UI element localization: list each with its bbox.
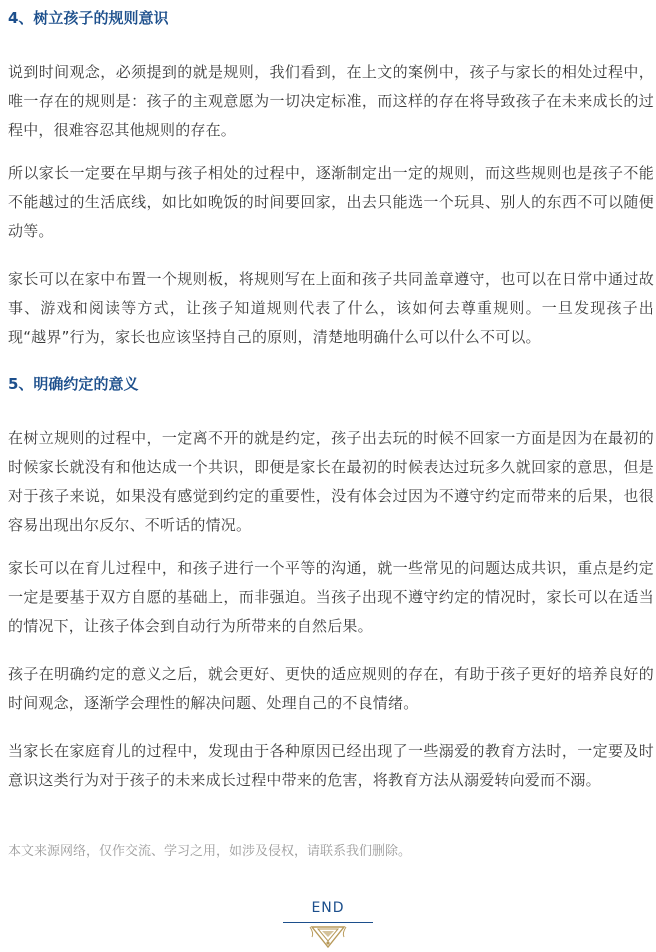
- section-5-paragraph-1: 在树立规则的过程中，一定离不开的就是约定，孩子出去玩的时候不回家一方面是因为在最初的时候家长就没有和他达成一个共识，即便是家长在最初的时候表达过玩多久就回家的意思，但是对于孩子来说，如果没有感觉到约定的重要性，没有体会过因为不遵守约定而带来的后果，也很容易出现出尔反尔、不听话的情况。: [8, 429, 654, 534]
- end-marker: [283, 898, 373, 949]
- section-4-title: 4、树立孩子的规则意识: [8, 9, 169, 27]
- section-5-title: 5、明确约定的意义: [8, 375, 139, 393]
- end-label: END: [311, 900, 345, 916]
- end-divider: [283, 922, 373, 923]
- section-4-paragraph-3: 家长可以在家中布置一个规则板，将规则写在上面和孩子共同盖章遵守，也可以在日常中通过故事、游戏和阅读等方式，让孩子知道规则代表了什么，该如何去尊重规则。一旦发现孩子出现“越界”行为，家长也应该坚持自己的原则，清楚地明确什么可以什么不可以。: [8, 270, 654, 346]
- section-5-paragraph-3: 孩子在明确约定的意义之后，就会更好、更快的适应规则的存在，有助于孩子更好的培养良好的时间观念，逐渐学会理性的解决问题、处理自己的不良情绪。: [8, 665, 654, 712]
- section-5-paragraph-2: 家长可以在育儿过程中，和孩子进行一个平等的沟通，就一些常见的问题达成共识，重点是约定一定是要基于双方自愿的基础上，而非强迫。当孩子出现不遵守约定的情况时，家长可以在适当的情况下，让孩子体会到自动行为所带来的自然后果。: [8, 559, 654, 635]
- section-4-paragraph-2: 所以家长一定要在早期与孩子相处的过程中，逐渐制定出一定的规则，而这些规则也是孩子不能不能越过的生活底线，如比如晚饭的时间要回家，出去只能选一个玩具、别人的东西不可以随便动等。: [8, 164, 654, 240]
- ornament-icon: [308, 925, 348, 949]
- copyright-note: 本文来源网络，仅作交流、学习之用，如涉及侵权，请联系我们删除。: [8, 844, 412, 859]
- section-5-paragraph-4: 当家长在家庭育儿的过程中，发现由于各种原因已经出现了一些溺爱的教育方法时，一定要及时意识这类行为对于孩子的未来成长过程中带来的危害，将教育方法从溺爱转向爱而不溺。: [8, 742, 654, 789]
- section-4-paragraph-1: 说到时间观念，必须提到的就是规则，我们看到，在上文的案例中，孩子与家长的相处过程中，唯一存在的规则是：孩子的主观意愿为一切决定标准，而这样的存在将导致孩子在未来成长的过程中，很难容忍其他规则的存在。: [8, 63, 654, 139]
